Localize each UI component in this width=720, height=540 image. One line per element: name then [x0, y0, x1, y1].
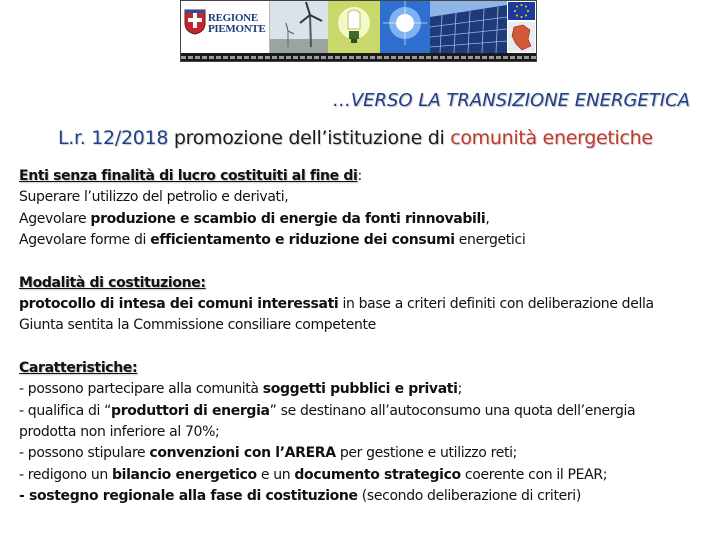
law-reference: L.r. 12/2018 [58, 127, 169, 149]
feature-item-2-cont: prodotta non inferiore al 70%; [19, 424, 220, 441]
eu-flag-and-map [507, 1, 536, 53]
feature-item-4: - redigono un bilancio energetico e un documento strategico coerente con il PEAR; [19, 466, 608, 483]
subtitle-highlight: comunità energetiche [450, 127, 653, 149]
wind-turbine-photo [270, 1, 328, 53]
banner-caption-strip [181, 53, 536, 61]
section-purpose-title: Enti senza finalità di lucro costituiti al fine di: [19, 168, 362, 184]
slide-title: …VERSO LA TRANSIZIONE ENERGETICA [332, 90, 690, 111]
feature-item-3: - possono stipulare convenzioni con l’ARERA per gestione e utilizzo reti; [19, 445, 518, 462]
purpose-heading: Enti senza finalità di lucro costituiti al fine di [19, 168, 358, 184]
feature-item-1: - possono partecipare alla comunità soggetti pubblici e privati; [19, 381, 462, 398]
slide-body [19, 166, 709, 508]
sun-sky-photo [380, 1, 430, 53]
header-banner [180, 0, 537, 62]
constitution-heading: Modalità di costituzione: [19, 274, 206, 291]
feature-item-2: - qualifica di “produttori di energia” se destinano all’autoconsumo una quota dell’energia [19, 402, 636, 419]
section-features-title [19, 358, 709, 379]
solar-panel-photo [430, 1, 507, 53]
section-constitution-title [19, 273, 709, 294]
energy-bulb-photo [328, 1, 380, 53]
purpose-item-3: Agevolare forme di efficientamento e riduzione dei consumi energetici [19, 232, 526, 249]
constitution-line-2: Giunta sentita la Commissione consiliare competente [19, 317, 376, 334]
purpose-item-2: Agevolare produzione e scambio di energie da fonti rinnovabili, [19, 210, 490, 227]
region-crest-icon [184, 9, 206, 35]
constitution-line-1: protocollo di intesa dei comuni interessati in base a criteri definiti con deliberazione della [19, 296, 654, 313]
regione-piemonte-logo [181, 1, 270, 53]
features-heading: Caratteristiche: [19, 359, 138, 376]
subtitle-text: promozione dell’istituzione di [168, 127, 451, 149]
purpose-item-1: Superare l’utilizzo del petrolio e derivati, [19, 189, 289, 206]
feature-item-5: - sostegno regionale alla fase di costituzione (secondo deliberazione di criteri) [19, 488, 581, 505]
logo-line-2: PIEMONTE [208, 23, 266, 35]
slide-subtitle [58, 127, 708, 149]
logo-line-1: REGIONE [208, 12, 258, 24]
